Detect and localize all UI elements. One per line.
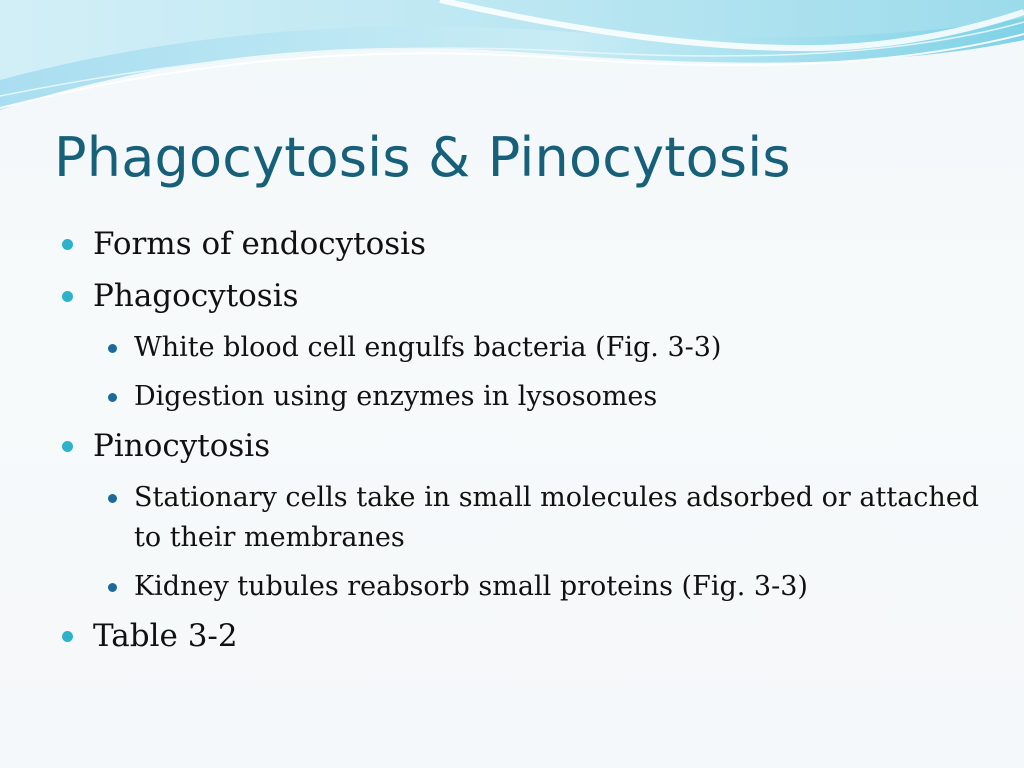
slide-title: Phagocytosis & Pinocytosis	[54, 126, 791, 189]
sub-bullet-item	[62, 377, 982, 417]
bullet-text: Phagocytosis	[93, 278, 299, 314]
bullet-dot-icon	[62, 239, 73, 250]
bullet-item	[62, 616, 982, 656]
sub-bullet-text: Kidney tubules reabsorb small proteins (Fig. 3-3)	[134, 571, 808, 602]
sub-bullet-dot-icon	[108, 583, 117, 592]
bullet-dot-icon	[62, 631, 73, 642]
sub-bullet-text: Stationary cells take in small molecules adsorbed or attached to their membranes	[134, 482, 980, 553]
sub-bullet-dot-icon	[108, 393, 117, 402]
header-wave-decoration	[0, 0, 1024, 130]
sub-bullet-text: White blood cell engulfs bacteria (Fig. 3-3)	[134, 332, 722, 363]
bullet-item	[62, 276, 982, 316]
bullet-item	[62, 224, 982, 264]
bullet-list	[62, 224, 982, 668]
sub-bullet-item	[62, 328, 982, 368]
sub-bullet-item	[62, 478, 982, 558]
bullet-dot-icon	[62, 291, 73, 302]
sub-bullet-item	[62, 567, 982, 607]
sub-bullet-text: Digestion using enzymes in lysosomes	[134, 381, 658, 412]
bullet-text: Forms of endocytosis	[93, 226, 426, 262]
bullet-dot-icon	[62, 441, 73, 452]
sub-bullet-dot-icon	[108, 344, 117, 353]
bullet-text: Pinocytosis	[93, 428, 271, 464]
bullet-item	[62, 426, 982, 466]
sub-bullet-dot-icon	[108, 494, 117, 503]
bullet-text: Table 3-2	[93, 618, 238, 654]
